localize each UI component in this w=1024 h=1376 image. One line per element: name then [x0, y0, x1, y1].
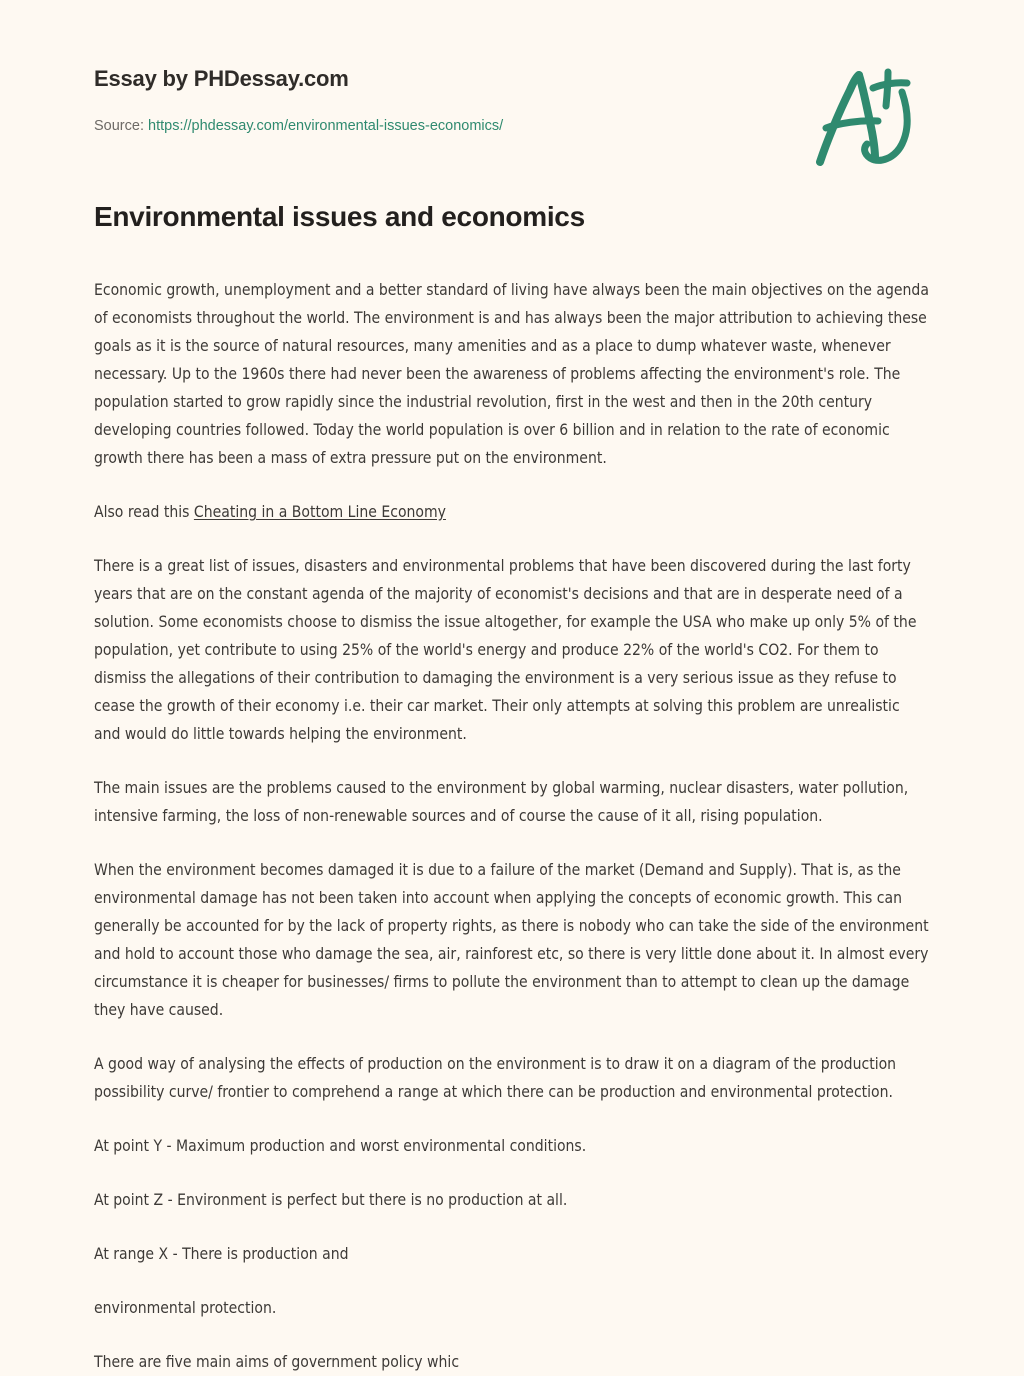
paragraph-environmental-protection: environmental protection.	[94, 1299, 277, 1317]
paragraph-2: There is a great list of issues, disasters and environmental problems that have been discovered during the last forty years that are on the constant agenda of the majority of economist's decisions and that are in desperate need of a solution. Some economists choose to dismiss the issue altogether, for example the USA who make up only 5% of the population, yet contribute to using 25% of the world's energy and produce 22% of the world's CO2. For them to dismiss the allegations of their contribution to damaging the environment is a very serious issue as they refuse to cease the growth of their economy i.e. their car market. Their only attempts at solving this problem are unrealistic and would do little towards helping the environment.	[94, 557, 917, 743]
paragraph-4: When the environment becomes damaged it is due to a failure of the market (Demand and Supply). That is, as the environmental damage has not been taken into account when applying the concepts of economic growth. This can generally be accounted for by the lack of property rights, as there is nobody who can take the side of the environment and hold to account those who damage the sea, air, rainforest etc, so there is very little done about it. In almost every circumstance it is cheaper for businesses/ firms to pollute the environment than to attempt to clean up the damage they have caused.	[94, 861, 929, 1019]
paragraph-5: A good way of analysing the effects of production on the environment is to draw it on a diagram of the production possibility curve/ frontier to comprehend a range at which there can be production and environmental protection.	[94, 1055, 897, 1101]
source-url-link[interactable]: https://phdessay.com/environmental-issues-economics/	[148, 118, 504, 134]
paragraph-point-y: At point Y - Maximum production and worst environmental conditions.	[94, 1137, 587, 1155]
also-read-link[interactable]: Cheating in a Bottom Line Economy	[193, 503, 446, 521]
paragraph-1: Economic growth, unemployment and a better standard of living have always been the main objectives on the agenda of economists throughout the world. The environment is and has always been the major attribution to achieving these goals as it is the source of natural resources, many amenities and as a place to dump whatever waste, whenever necessary. Up to the 1960s there had never been the awareness of problems affecting the environment's role. The population started to grow rapidly since the industrial revolution, first in the west and then in the 20th century developing countries followed. Today the world population is over 6 billion and in relation to the rate of economic growth there has been a mass of extra pressure put on the environment.	[94, 281, 929, 467]
also-read-line	[94, 498, 930, 526]
paragraph-3: The main issues are the problems caused to the environment by global warming, nuclear disasters, water pollution, intensive farming, the loss of non-renewable sources and of course the cause of it all, rising population.	[94, 779, 909, 825]
also-read-prefix: Also read this	[94, 503, 194, 521]
aplus-logo-icon	[812, 66, 920, 168]
brand-title: Essay by PHDessay.com	[94, 66, 349, 91]
paragraph-truncated-last: There are five main aims of government policy whic	[94, 1353, 460, 1371]
source-line	[94, 118, 503, 134]
page-title: Environmental issues and economics	[94, 201, 585, 232]
source-label: Source:	[94, 118, 144, 134]
page-header	[0, 0, 1024, 190]
article-body	[94, 200, 930, 1376]
paragraph-point-z: At point Z - Environment is perfect but there is no production at all.	[94, 1191, 568, 1209]
paragraph-range-x: At range X - There is production and	[94, 1245, 349, 1263]
